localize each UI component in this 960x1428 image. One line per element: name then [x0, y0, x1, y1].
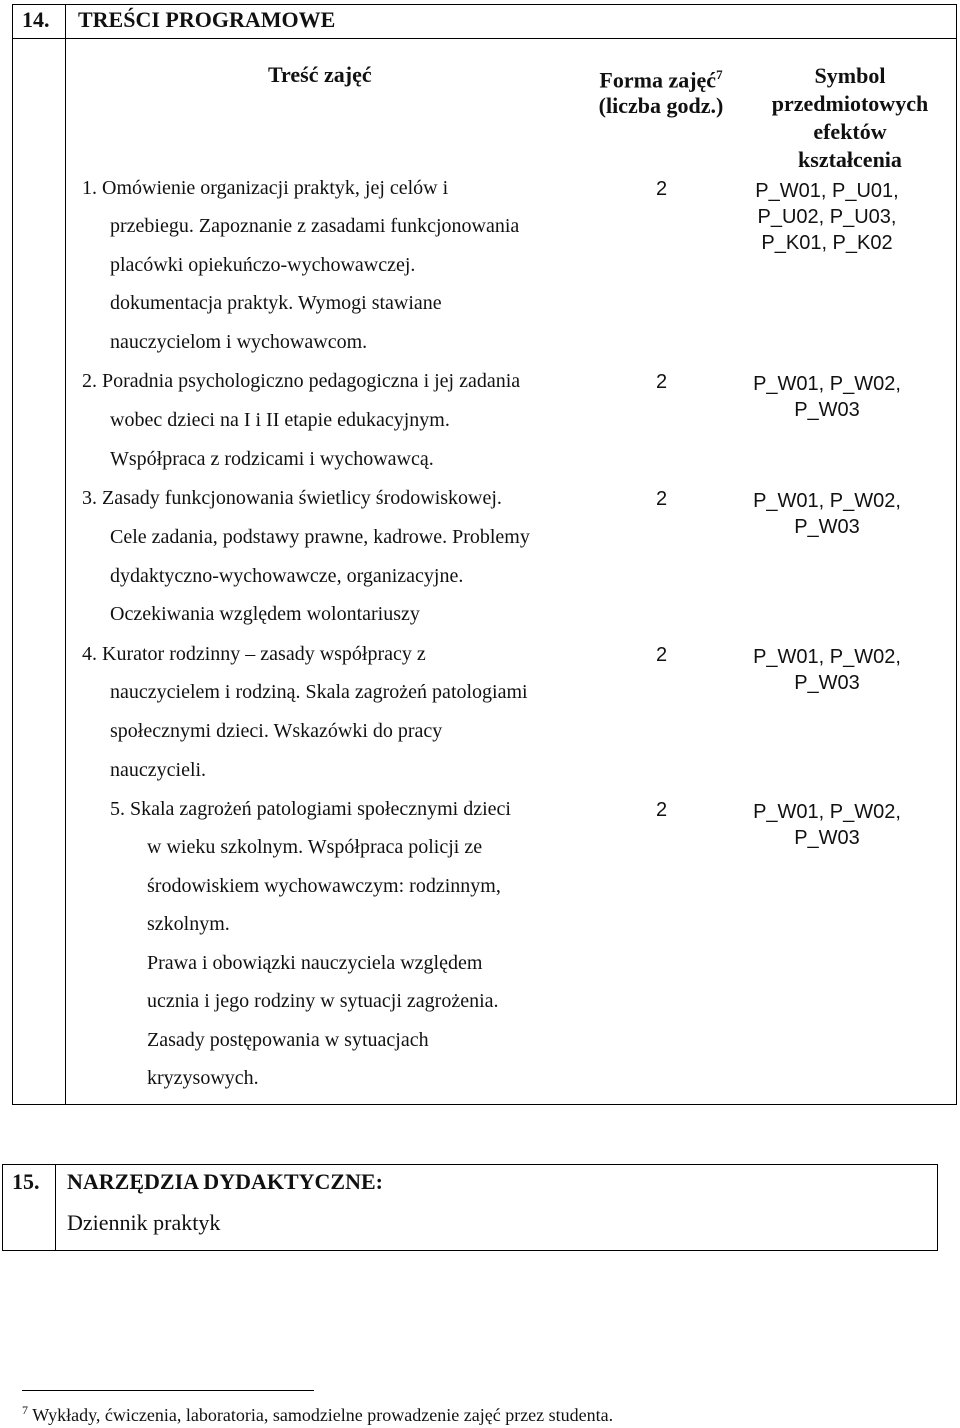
row-5-line: ucznia i jego rodziny w sytuacji zagrożenia. — [147, 990, 499, 1012]
section-15-content: Dziennik praktyk — [67, 1210, 221, 1235]
row-5-line: w wieku szkolnym. Współpraca policji ze — [147, 836, 483, 858]
row-5-symbols — [727, 799, 927, 851]
row-2-symbols — [727, 371, 927, 423]
row-2-line: 2. Poradnia psychologiczno pedagogiczna i jej zadania — [82, 370, 521, 392]
row-1-line: przebiegu. Zapoznanie z zasadami funkcjonowania — [110, 215, 520, 237]
section-14-number: 14. — [22, 7, 50, 32]
row-2-hours: 2 — [656, 371, 668, 393]
section-15-number: 15. — [12, 1169, 40, 1194]
row-5-symbol-line: P_W01, P_W02, — [753, 801, 901, 823]
row-4-line: nauczycielem i rodziną. Skala zagrożeń patologiami — [110, 681, 528, 703]
row-3-line: Cele zadania, podstawy prawne, kadrowe. Problemy — [110, 526, 530, 548]
row-2-line: wobec dzieci na I i II etapie edukacyjnym. — [110, 409, 450, 431]
row-5-line: szkolnym. — [147, 913, 230, 935]
row-5-line: 5. Skala zagrożeń patologiami społecznymi dzieci — [110, 798, 511, 820]
row-2-symbol-line: P_W01, P_W02, — [753, 373, 901, 395]
section-15-number-divider — [55, 1164, 56, 1251]
row-4-line: 4. Kurator rodzinny – zasady współpracy z — [82, 643, 426, 665]
row-1-symbol-line: P_W01, P_U01, — [755, 180, 899, 202]
header-symbol — [750, 62, 950, 174]
row-4-symbols — [727, 644, 927, 696]
row-4-symbol-line: P_W01, P_W02, — [753, 646, 901, 668]
row-5-hours: 2 — [656, 799, 668, 821]
row-1-symbols — [727, 178, 927, 256]
footnote-text: Wykłady, ćwiczenia, laboratoria, samodzielne prowadzenie zajęć przez studenta. — [32, 1405, 614, 1425]
row-5-symbol-line: P_W03 — [794, 827, 860, 849]
row-1-line: nauczycielom i wychowawcom. — [110, 331, 368, 353]
row-2-line: Współpraca z rodzicami i wychowawcą. — [110, 448, 434, 470]
row-3-symbols — [727, 488, 927, 540]
header-form — [580, 62, 742, 119]
row-4-line: społecznymi dzieci. Wskazówki do pracy — [110, 720, 443, 742]
row-3-line: dydaktyczno-wychowawcze, organizacyjne. — [110, 565, 464, 587]
row-5-line: Prawa i obowiązki nauczyciela względem — [147, 952, 483, 974]
header-symbol-line: przedmiotowych — [771, 91, 929, 116]
header-content: Treść zajęć — [268, 62, 372, 87]
row-5-line: środowiskiem wychowawczym: rodzinnym, — [147, 875, 501, 897]
row-4-hours: 2 — [656, 644, 668, 666]
row-1-symbol-line: P_K01, P_K02 — [761, 232, 893, 254]
footnote-separator — [22, 1390, 314, 1391]
header-form-footnote-mark: 7 — [716, 67, 723, 82]
row-4-symbol-line: P_W03 — [794, 672, 860, 694]
header-form-line1: Forma zajęć — [599, 67, 717, 93]
row-5-line: kryzysowych. — [147, 1067, 259, 1089]
row-1-line: placówki opiekuńczo-wychowawczej. — [110, 254, 416, 276]
row-1-line: dokumentacja praktyk. Wymogi stawiane — [110, 292, 442, 314]
row-3-hours: 2 — [656, 488, 668, 510]
section-14-title: TREŚCI PROGRAMOWE — [78, 7, 336, 32]
section-15-title: NARZĘDZIA DYDAKTYCZNE: — [67, 1169, 383, 1194]
row-3-line: 3. Zasady funkcjonowania świetlicy środowiskowej. — [82, 487, 502, 509]
header-symbol-line: kształcenia — [798, 147, 902, 172]
row-3-symbol-line: P_W01, P_W02, — [753, 490, 901, 512]
row-3-line: Oczekiwania względem wolontariuszy — [110, 603, 420, 625]
header-form-line2: (liczba godz.) — [598, 93, 724, 119]
number-column-divider — [65, 4, 66, 1105]
footnote-mark: 7 — [22, 1403, 28, 1417]
row-2-symbol-line: P_W03 — [794, 399, 860, 421]
footnote — [22, 1403, 613, 1426]
header-symbol-line: efektów — [813, 119, 887, 144]
row-3-symbol-line: P_W03 — [794, 516, 860, 538]
row-4-line: nauczycieli. — [110, 759, 207, 781]
row-5-line: Zasady postępowania w sytuacjach — [147, 1029, 429, 1051]
row-1-line: 1. Omówienie organizacji praktyk, jej celów i — [82, 177, 449, 199]
header-symbol-line: Symbol — [814, 63, 886, 88]
title-row-divider — [12, 38, 957, 39]
row-1-hours: 2 — [656, 178, 668, 200]
row-1-symbol-line: P_U02, P_U03, — [757, 206, 897, 228]
